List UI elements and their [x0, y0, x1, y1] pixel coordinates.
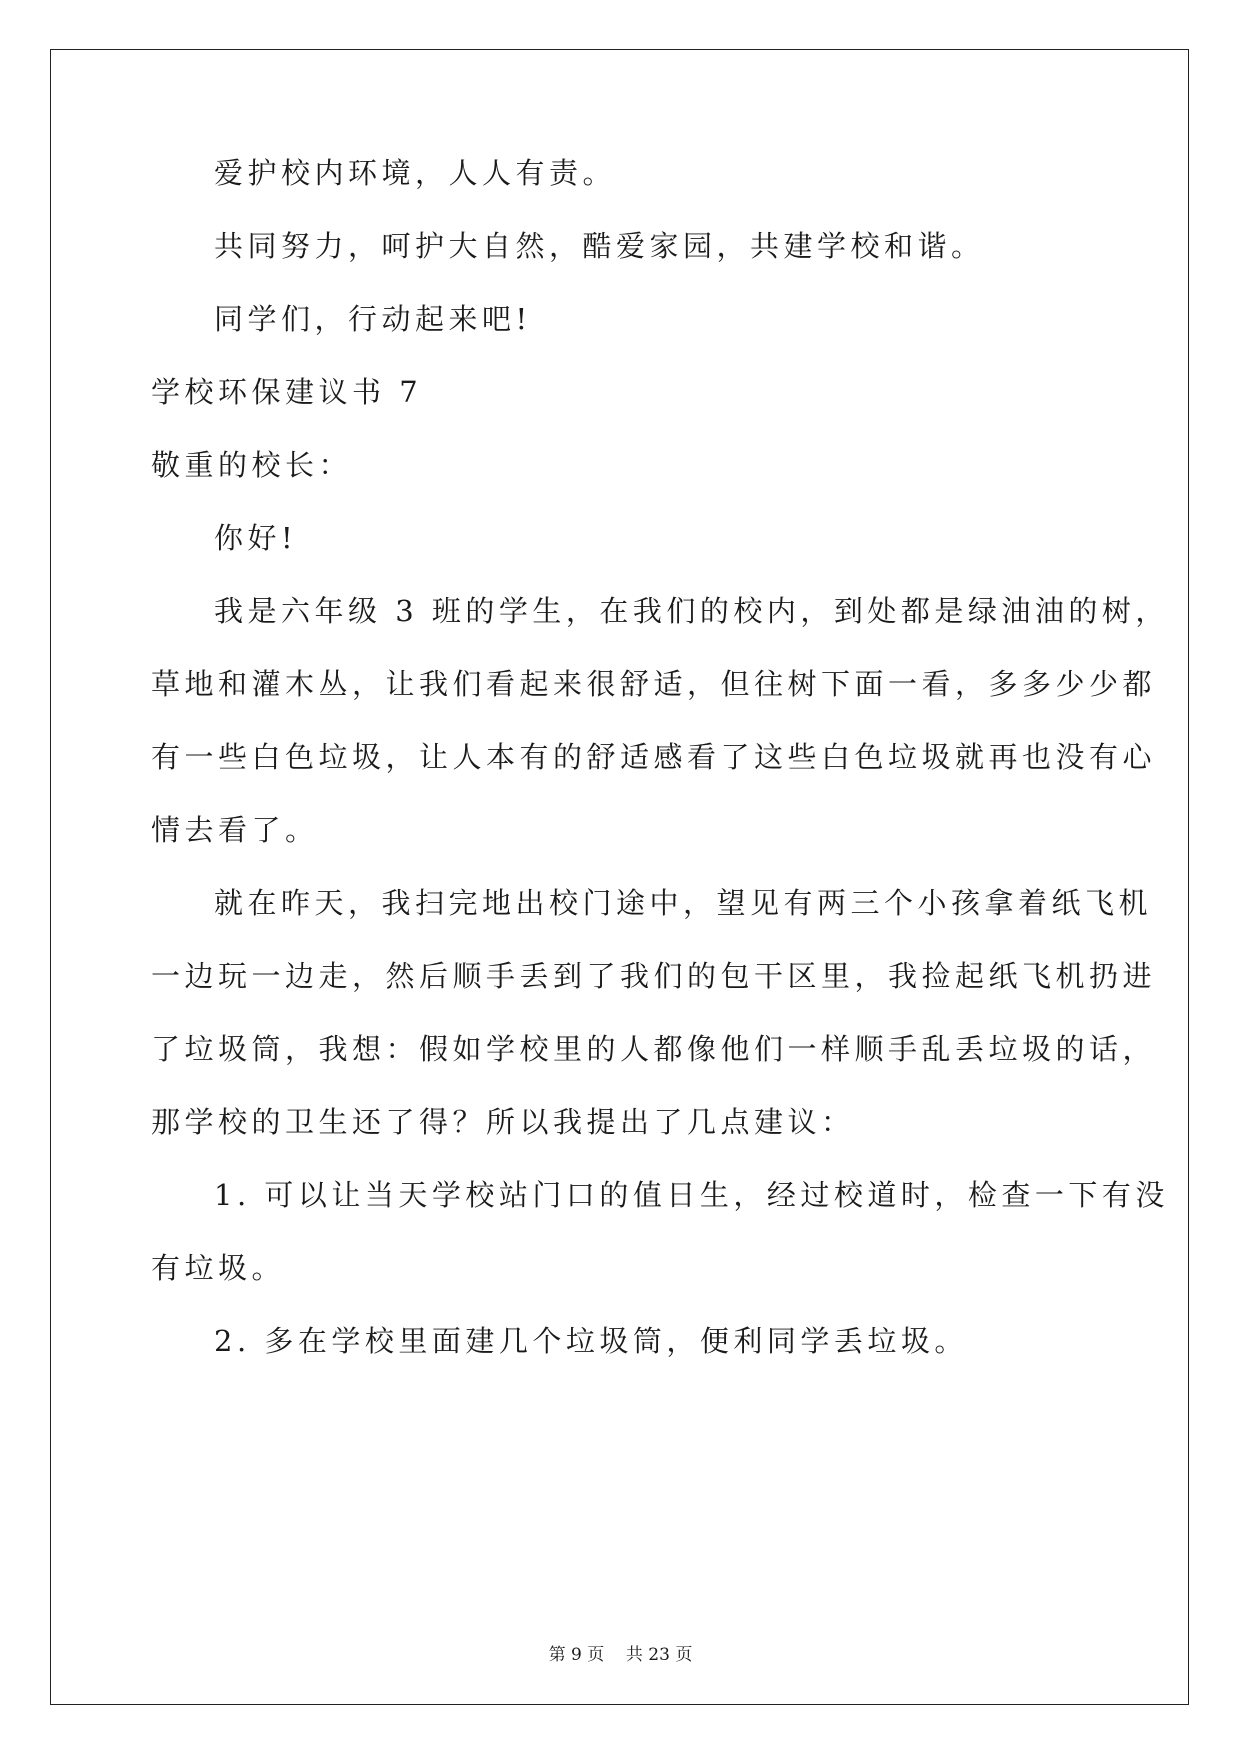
paragraph-line: 共同努力，呵护大自然，酷爱家园，共建学校和谐。: [214, 229, 985, 263]
greeting: 你好!: [214, 521, 298, 555]
list-item: 1. 可以让当天学校站门口的值日生，经过校道时，检查一下有没: [214, 1178, 1169, 1212]
paragraph-line: 情去看了。: [151, 813, 319, 847]
paragraph-line: 草地和灌木丛，让我们看起来很舒适，但往树下面一看，多多少少都: [151, 667, 1157, 701]
paragraph-line: 我是六年级 3 班的学生，在我们的校内，到处都是绿油油的树，: [214, 594, 1169, 628]
paragraph-line: 有一些白色垃圾，让人本有的舒适感看了这些白色垃圾就再也没有心: [151, 740, 1157, 774]
page-number: 第 9 页 共 23 页: [548, 1645, 693, 1665]
paragraph-line: 了垃圾筒，我想：假如学校里的人都像他们一样顺手乱丢垃圾的话，: [151, 1032, 1157, 1066]
paragraph-line: 那学校的卫生还了得？所以我提出了几点建议：: [151, 1105, 855, 1139]
list-item: 2. 多在学校里面建几个垃圾筒，便利同学丢垃圾。: [214, 1324, 968, 1358]
paragraph-line: 爱护校内环境，人人有责。: [214, 156, 617, 190]
paragraph-line: 同学们，行动起来吧!: [214, 302, 532, 336]
paragraph-line: 就在昨天，我扫完地出校门途中，望见有两三个小孩拿着纸飞机: [214, 886, 1153, 920]
page-footer: [0, 1640, 1241, 1665]
paragraph-line: 一边玩一边走，然后顺手丢到了我们的包干区里，我捡起纸飞机扔进: [151, 959, 1157, 993]
section-heading: 学校环保建议书 7: [151, 375, 423, 409]
page-border: [50, 49, 1189, 1705]
salutation: 敬重的校长：: [151, 448, 353, 482]
list-item-continuation: 有垃圾。: [151, 1251, 286, 1285]
